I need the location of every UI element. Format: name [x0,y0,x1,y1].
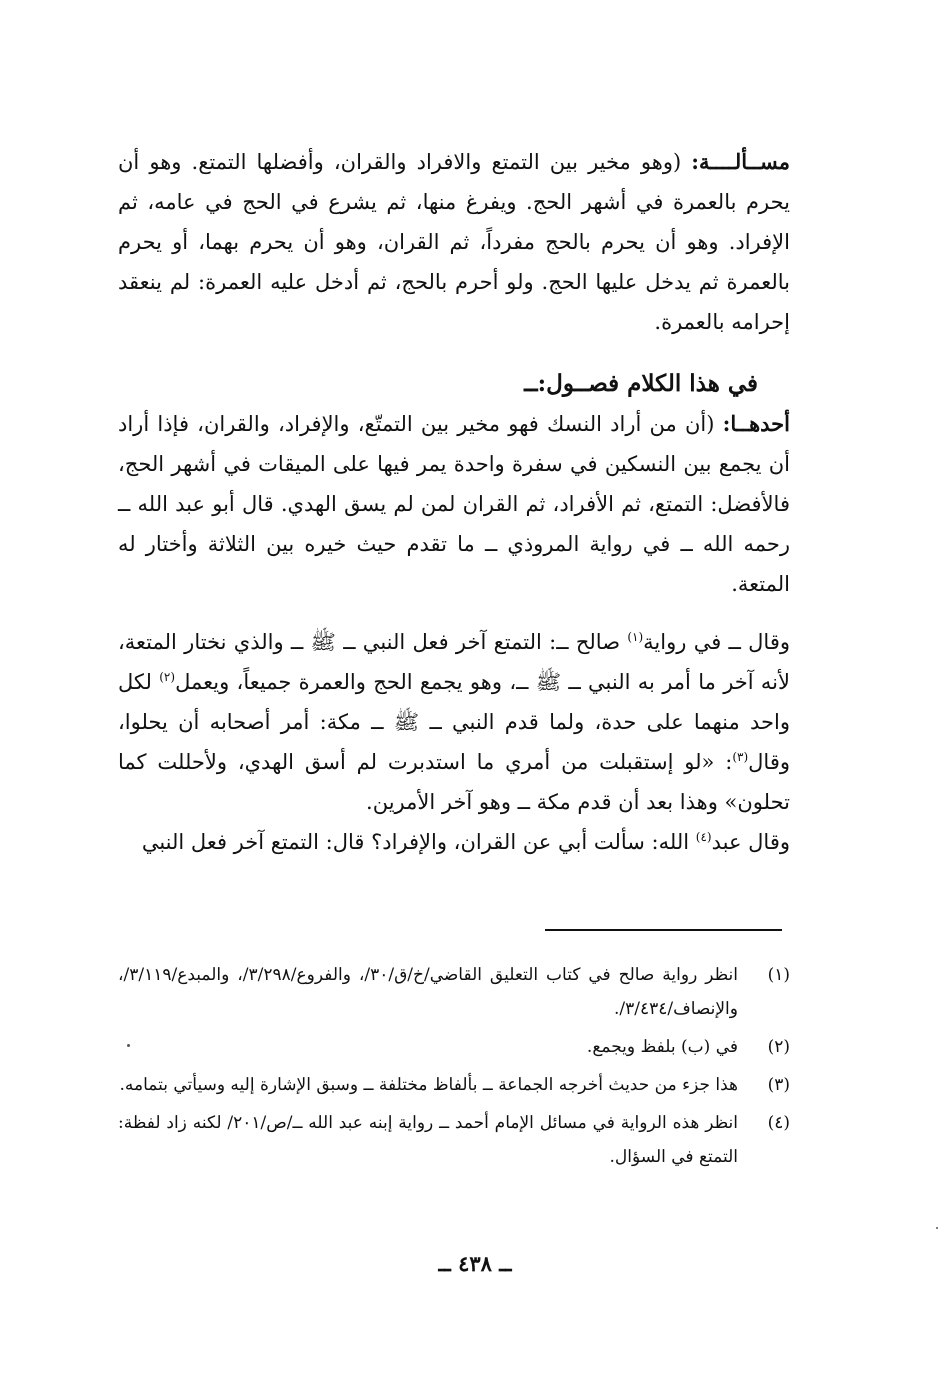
footnote-divider [545,929,782,931]
footnote-text: انظر هذه الرواية في مسائل الإمام أحمد ــ رواية إبنه عبد الله ــ/ص/٢٠١/ لكنه زاد لفظة: التمتع في السؤال. [118,1113,738,1167]
footnote-number: (٤) [767,1113,790,1133]
footnote-ref-2: (٢) [159,670,176,684]
first-chapter-lead: أحدهــا: [722,411,790,436]
footnote-item [118,958,790,1026]
footnote-item [118,1068,790,1102]
footnote-text: انظر رواية صالح في كتاب التعليق القاضي/خ/ق/٣٠/، والفروع/٣/٢٩٨/، والمبدع/٣/١١٩/، والإنصاف/٣/٤٣٤/. [118,965,738,1019]
first-chapter-paragraph [118,404,790,604]
saleh-text-1: وقال ــ في رواية [643,630,790,654]
saleh-narration-paragraph [118,622,790,822]
footnotes [118,958,790,1178]
section-heading: في هذا الكلام فصــول:ــ [524,370,758,397]
saleh-text-2: صالح ــ: التمتع آخر فعل النبي ــ ﷺ ــ والذي نختار المتعة، لأنه آخر ما أمر به النبي ــ ﷺ ــ، وهو يجمع الحج والعمرة جميعاً، ويعمل [118,630,791,694]
page-number: ــ ٤٣٨ ــ [438,1251,512,1276]
footnote-text: في (ب) بلفظ ويجمع. [586,1037,738,1057]
footnote-item [118,1030,790,1064]
footnote-ref-4: (٤) [695,830,712,844]
issue-paragraph [118,142,790,342]
main-text [118,142,790,862]
footnote-ref-1: (١) [627,630,644,644]
first-chapter-text: (أن من أراد النسك فهو مخير بين التمتّع، والإفراد، والقران، فإذا أراد أن يجمع بين النسكين في سفرة واحدة يمر فيها على الميقات في أشهر الحج، فالأفضل: التمتع، ثم الأفراد، ثم القران لمن لم يسق الهدي. قال أبو عبد الله ــ رحمه الله ــ في رواية المروذي ــ ما تقدم حيث خيره بين الثلاثة وأختار له المتعة. [118,412,790,596]
abdullah-text-2: الله: سألت أبي عن القران، والإفراد؟ قال: التمتع آخر فعل النبي [141,830,696,854]
saleh-text-3: لكل واحد منهما على حدة، ولما قدم النبي ــ ﷺ ــ مكة: أمر أصحابه أن يحلوا، وقال [118,670,790,774]
saleh-text-4: : «لو إستقبلت من أمري ما استدبرت لم أسق الهدي، ولأحللت كما تحلون» وهذا بعد أن قدم مكة ــ وهو آخر الأمرين. [118,750,790,814]
footnote-text: هذا جزء من حديث أخرجه الجماعة ــ بألفاظ مختلفة ــ وسبق الإشارة إليه وسيأتي بتمامه. [119,1075,738,1095]
footnote-number: (١) [767,965,790,985]
footnote-number: (٢) [767,1037,790,1057]
abdullah-text-1: وقال عبد [711,830,790,854]
abdullah-narration-paragraph [118,822,790,862]
scan-speck [936,1227,938,1229]
footnote-item [118,1106,790,1174]
footnote-ref-3: (٣) [732,750,749,764]
issue-text: (وهو مخير بين التمتع والافراد والقران، وأفضلها التمتع. وهو أن يحرم بالعمرة في أشهر الحج. ويفرغ منها، ثم يشرع في الحج في عامه، ثم الإفراد. وهو أن يحرم بالحج مفرداً، ثم القران، وهو أن يحرم بهما، أو يحرم بالعمرة ثم يدخل عليها الحج. ولو أحرم بالحج، ثم أدخل عليه العمرة: لم ينعقد إحرامه بالعمرة. [118,150,790,334]
footnote-number: (٣) [767,1075,790,1095]
scan-speck [127,1044,130,1047]
issue-lead: مســألــــة: [691,149,790,174]
